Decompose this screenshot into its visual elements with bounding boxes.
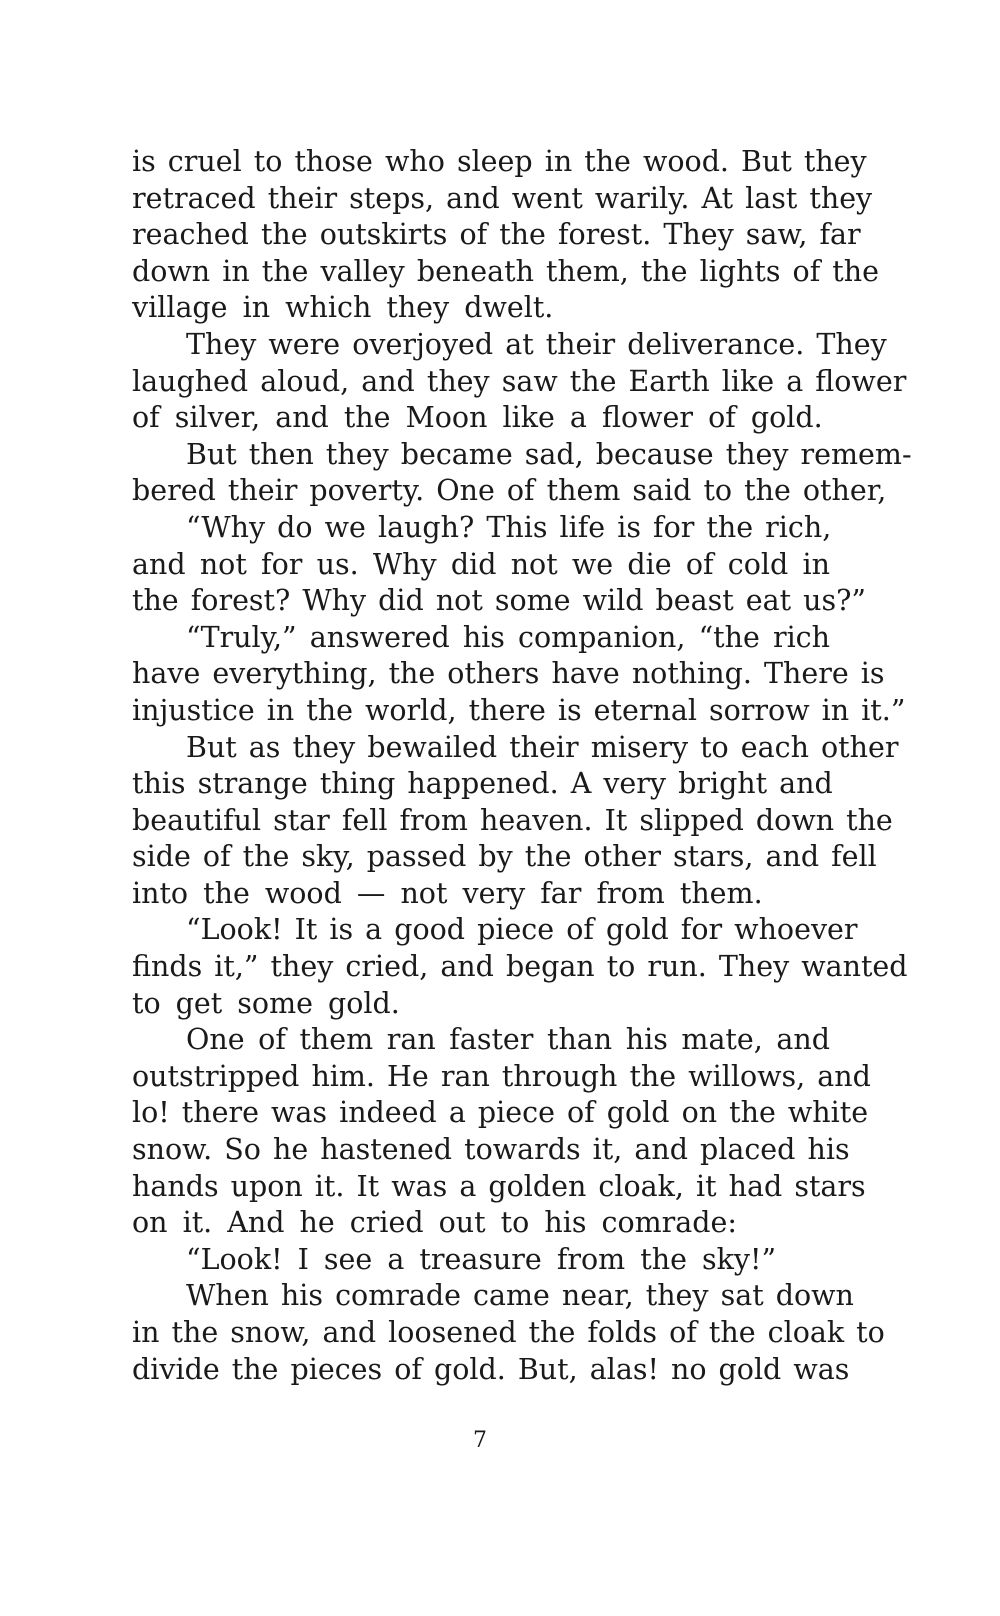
- text-line: into the wood — not very far from them.: [132, 876, 763, 910]
- text-line: on it. And he cried out to his comrade:: [132, 1206, 737, 1240]
- text-line: retraced their steps, and went warily. At last they: [132, 181, 873, 215]
- text-line: divide the pieces of gold. But, alas! no gold was: [132, 1352, 850, 1386]
- text-line: village in which they dwelt.: [132, 291, 554, 325]
- text-line: beautiful star fell from heaven. It slipped down the: [132, 803, 893, 837]
- text-line: of silver, and the Moon like a flower of gold.: [132, 401, 823, 435]
- page-number: 7: [473, 1428, 487, 1453]
- text-line: bered their poverty. One of them said to the other,: [132, 474, 887, 508]
- text-line: laughed aloud, and they saw the Earth like a flower: [132, 364, 907, 398]
- text-line: finds it,” they cried, and began to run. They wanted: [132, 950, 908, 984]
- text-line: and not for us. Why did not we die of cold in: [132, 547, 830, 581]
- text-line: injustice in the world, there is eternal sorrow in it.”: [132, 693, 906, 727]
- text-line: “Look! It is a good piece of gold for whoever: [186, 913, 858, 947]
- text-line: But then they became sad, because they remem-: [186, 437, 912, 471]
- text-line: They were overjoyed at their deliverance. They: [186, 327, 887, 361]
- text-line: the forest? Why did not some wild beast eat us?”: [132, 584, 866, 618]
- text-line: down in the valley beneath them, the lights of the: [132, 254, 879, 288]
- text-line: hands upon it. It was a golden cloak, it had stars: [132, 1169, 866, 1203]
- text-line: One of them ran faster than his mate, and: [186, 1023, 830, 1057]
- text-line: “Look! I see a treasure from the sky!”: [186, 1242, 777, 1276]
- text-line: have everything, the others have nothing. There is: [132, 657, 885, 691]
- text-line: lo! there was indeed a piece of gold on the white: [132, 1096, 869, 1130]
- text-line: But as they bewailed their misery to each other: [186, 730, 899, 764]
- text-line: side of the sky, passed by the other stars, and fell: [132, 840, 877, 874]
- text-line: to get some gold.: [132, 986, 400, 1020]
- text-line: outstripped him. He ran through the willows, and: [132, 1059, 871, 1093]
- text-line: When his comrade came near, they sat down: [186, 1279, 854, 1313]
- text-line: “Why do we laugh? This life is for the rich,: [186, 510, 832, 544]
- text-line: in the snow, and loosened the folds of the cloak to: [132, 1316, 885, 1349]
- text-line: is cruel to those who sleep in the wood. But they: [132, 145, 867, 178]
- text-line: snow. So he hastened towards it, and placed his: [132, 1133, 850, 1167]
- text-line: “Truly,” answered his companion, “the rich: [186, 620, 830, 654]
- body-text: [132, 144, 912, 1388]
- text-line: reached the outskirts of the forest. They saw, far: [132, 218, 861, 252]
- text-line: this strange thing happened. A very bright and: [132, 767, 833, 801]
